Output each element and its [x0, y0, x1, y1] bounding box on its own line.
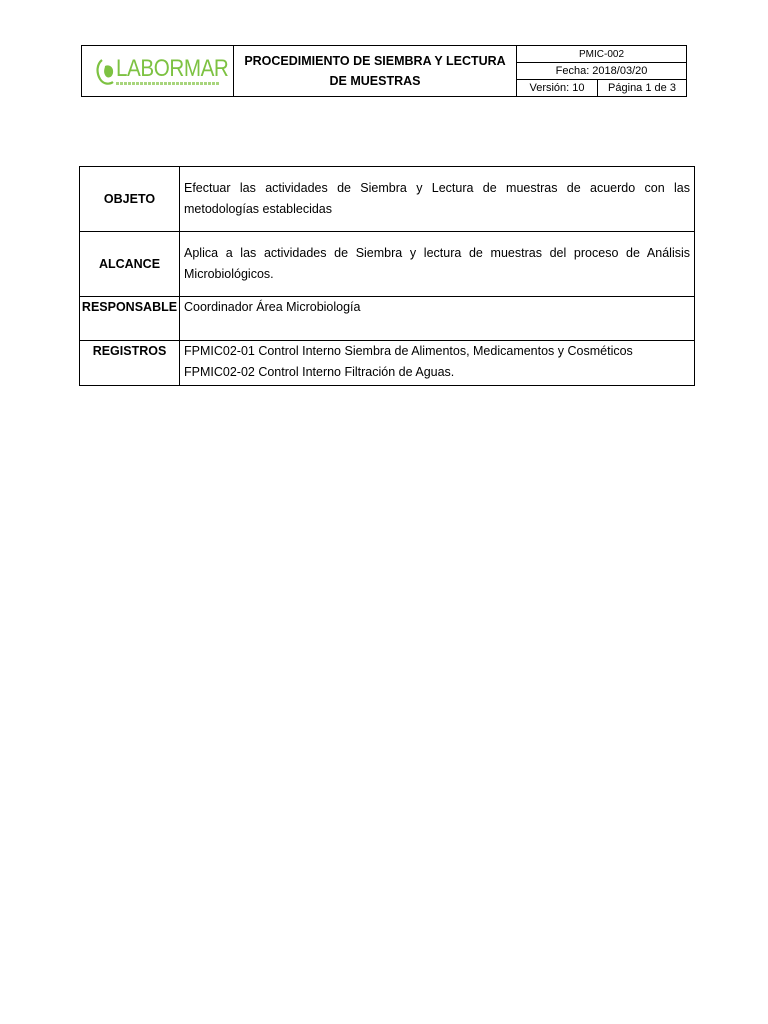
labormar-logo	[94, 53, 228, 89]
logo-tagline	[116, 82, 220, 85]
row-value: Efectuar las actividades de Siembra y Lectura de muestras de acuerdo con las metodologías establecidas	[180, 167, 695, 232]
logo-wordmark: LABORMAR	[115, 55, 228, 82]
version-page-row	[517, 80, 686, 96]
leaf-logo-icon	[96, 56, 118, 86]
code-row	[517, 46, 686, 63]
meta-cell	[517, 46, 686, 96]
document-version: Versión: 10	[517, 80, 598, 96]
row-value: Coordinador Área Microbiología	[180, 297, 695, 341]
document-date: Fecha: 2018/03/20	[555, 65, 648, 77]
row-label: OBJETO	[80, 167, 180, 232]
registro-line: FPMIC02-02 Control Interno Filtración de Aguas.	[184, 365, 455, 379]
registro-line: FPMIC02-01 Control Interno Siembra de Alimentos, Medicamentos y Cosméticos	[184, 344, 633, 358]
table-row-registros	[80, 341, 695, 386]
page-indicator: Página 1 de 3	[608, 82, 676, 94]
row-label: REGISTROS	[80, 341, 180, 386]
table-row-responsable	[80, 297, 695, 341]
table-row-objeto	[80, 167, 695, 232]
info-table	[79, 166, 695, 386]
title-cell	[234, 46, 517, 96]
document-code: PMIC-002	[578, 48, 624, 60]
logo-cell	[82, 46, 234, 96]
document-title: PROCEDIMIENTO DE SIEMBRA Y LECTURA DE MUESTRAS	[244, 54, 506, 88]
row-value: Aplica a las actividades de Siembra y lectura de muestras del proceso de Análisis Microbiológicos.	[180, 232, 695, 297]
row-label: RESPONSABLE	[80, 297, 180, 341]
date-row	[517, 63, 686, 80]
document-header	[81, 45, 687, 97]
row-value	[180, 341, 695, 386]
row-label: ALCANCE	[80, 232, 180, 297]
table-row-alcance	[80, 232, 695, 297]
